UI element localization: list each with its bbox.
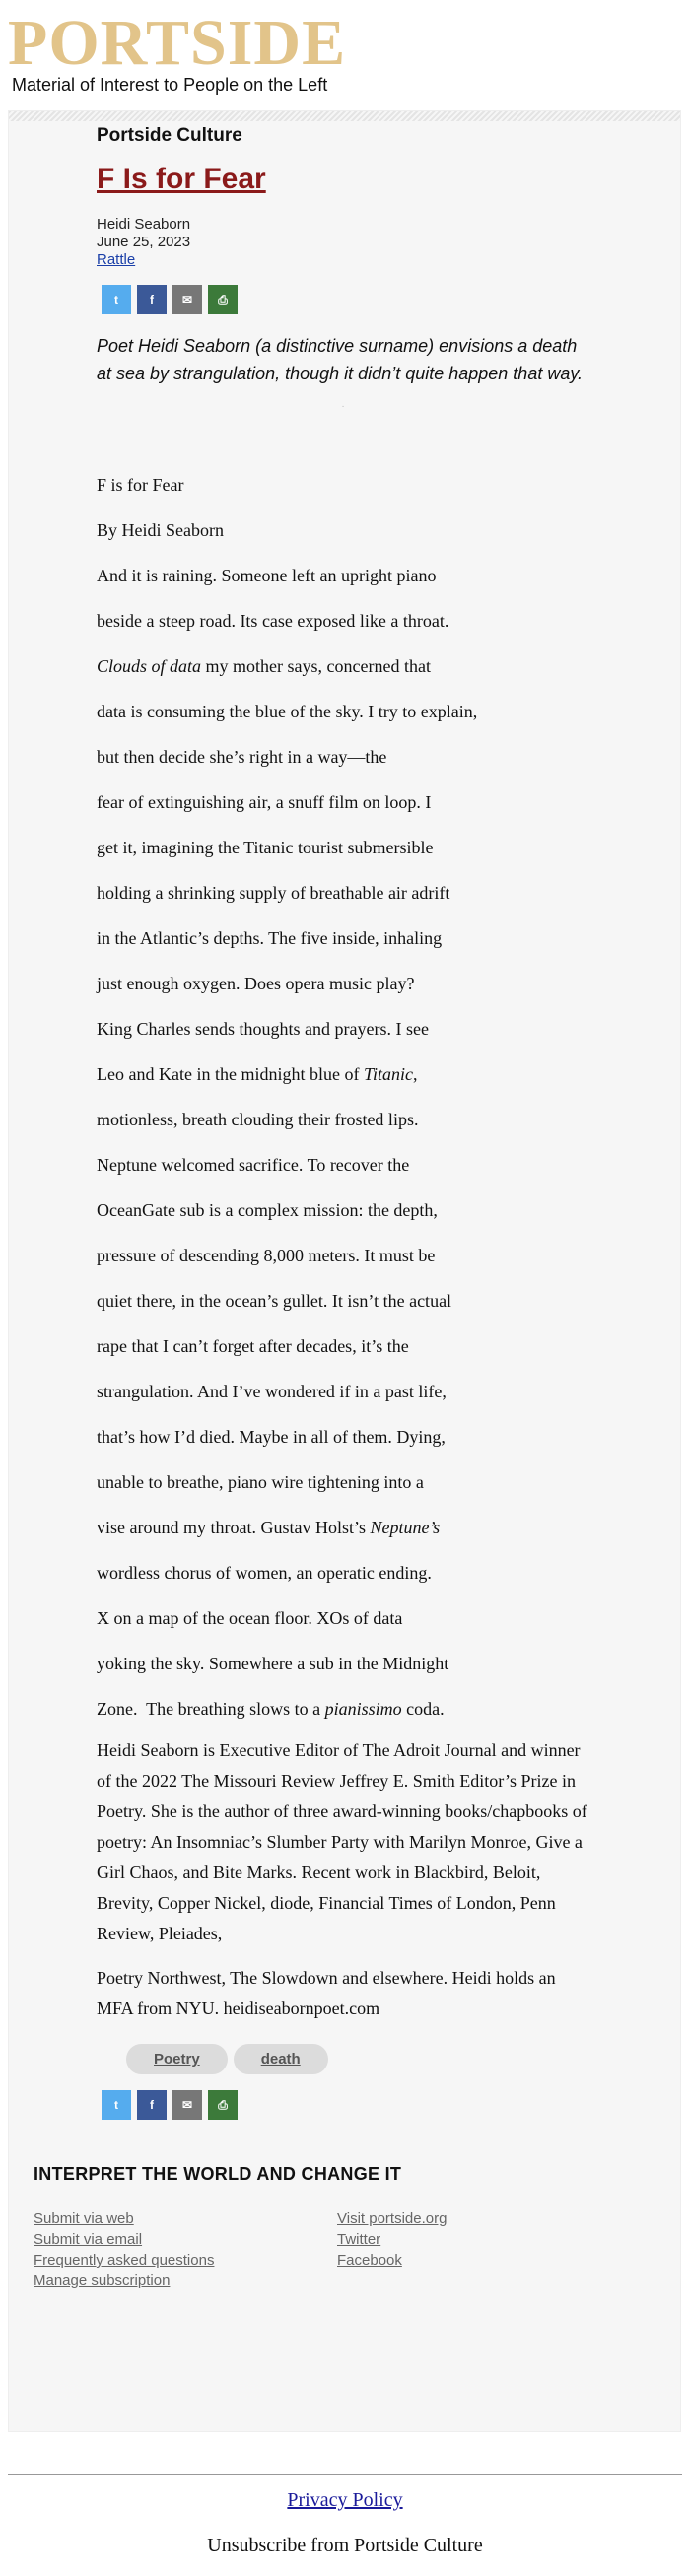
poem-line-text: Neptune welcomed sacrifice. To recover the <box>97 1155 410 1175</box>
poem-line-text: Leo and Kate in the midnight blue of <box>97 1064 364 1084</box>
poem-line-text: in the Atlantic’s depths. The five inside, inhaling <box>97 928 443 948</box>
poem-line-text: X on a map of the ocean floor. XOs of data <box>97 1608 403 1628</box>
footer-links-section <box>34 2163 645 2291</box>
article-dek: Poet Heidi Seaborn (a distinctive surname) envisions a death at sea by strangulation, though it didn’t quite happen that way. <box>97 336 584 383</box>
card-top-stripe <box>9 111 680 121</box>
poem-line-italic: Clouds of data <box>97 656 202 676</box>
poem-line-text: fear of extinguishing air, a snuff film on loop. I <box>97 792 432 812</box>
print-icon: ⎙ <box>218 292 228 306</box>
print-button[interactable] <box>208 285 238 314</box>
poem-line-text: motionless, breath clouding their frosted lips. <box>97 1110 419 1129</box>
poem-line <box>97 553 589 598</box>
masthead <box>8 7 678 95</box>
email-share-button[interactable] <box>172 2090 202 2120</box>
author-name: Heidi Seaborn <box>97 216 191 233</box>
poem-line <box>97 1051 589 1097</box>
separator-dot: · <box>341 401 345 412</box>
article-card <box>8 110 681 2432</box>
twitter-share-button[interactable] <box>102 2090 131 2120</box>
privacy-policy-link[interactable]: Privacy Policy <box>287 2489 403 2511</box>
poem-line-italic: Titanic <box>363 1064 413 1084</box>
poem-line-text: my mother says, concerned that <box>201 656 431 676</box>
email-icon: ✉ <box>181 2098 193 2112</box>
facebook-link[interactable]: Facebook <box>337 2252 402 2269</box>
tag-poetry[interactable]: Poetry <box>126 2044 228 2074</box>
poem-line <box>97 734 589 780</box>
tag-list <box>126 2044 589 2074</box>
section-name: Portside Culture <box>97 125 242 146</box>
poem-line-text: get it, imagining the Titanic tourist submersible <box>97 838 434 857</box>
poem-line-text: And it is raining. Someone left an upright piano <box>97 566 437 585</box>
footer-col-left <box>34 2208 337 2291</box>
tag-death[interactable]: death <box>234 2044 328 2074</box>
poem-line-text: beside a steep road. Its case exposed like a throat. <box>97 611 449 631</box>
facebook-share-button[interactable] <box>137 285 167 314</box>
poem-line-text: coda. <box>401 1699 445 1719</box>
article-content <box>97 125 589 2120</box>
poem-line-text: OceanGate sub is a complex mission: the depth, <box>97 1200 438 1220</box>
poem-line <box>97 1459 589 1505</box>
poem-line <box>97 1142 589 1187</box>
poem-line <box>97 1505 589 1550</box>
poem-line <box>97 689 589 734</box>
submit-via-email-link[interactable]: Submit via email <box>34 2231 143 2248</box>
poem-line <box>97 825 589 870</box>
footer-divider <box>8 2474 682 2475</box>
poem-line-text: Zone. The breathing slows to a <box>97 1699 325 1719</box>
article-title[interactable]: F Is for Fear <box>97 163 266 195</box>
poem-line-text: that’s how I’d died. Maybe in all of them. Dying, <box>97 1427 446 1447</box>
poem-line <box>97 1097 589 1142</box>
poem-line-italic: pianissimo <box>324 1699 402 1719</box>
poem-line <box>97 1595 589 1641</box>
twitter-icon: t <box>114 293 118 306</box>
author-bio-paragraph-2: Poetry Northwest, The Slowdown and elsewhere. Heidi holds an MFA from NYU. heidiseabornpoet.com <box>97 1968 556 2018</box>
poem-line <box>97 1278 589 1323</box>
submit-via-web-link[interactable]: Submit via web <box>34 2210 134 2227</box>
email-icon: ✉ <box>181 293 193 306</box>
print-button[interactable] <box>208 2090 238 2120</box>
poem-line-text: vise around my throat. Gustav Holst’s <box>97 1518 371 1537</box>
footer-col-right <box>337 2208 641 2291</box>
poem-line-italic: Neptune’s <box>370 1518 441 1537</box>
poem-line-text: rape that I can’t forget after decades, it’s the <box>97 1336 409 1356</box>
byline <box>97 216 589 269</box>
share-buttons-bottom <box>102 2090 589 2120</box>
poem-title: F is for Fear <box>97 475 184 495</box>
privacy-policy <box>0 2489 690 2512</box>
footer-links <box>34 2208 645 2291</box>
poem-line-text: quiet there, in the ocean’s gullet. It isn’t the actual <box>97 1291 452 1311</box>
poem-line <box>97 1686 589 1731</box>
poem-line-text: strangulation. And I’ve wondered if in a past life, <box>97 1382 447 1401</box>
source-link[interactable]: Rattle <box>97 251 136 268</box>
twitter-share-button[interactable] <box>102 285 131 314</box>
poem-line <box>97 644 589 689</box>
poem-line-text: unable to breathe, piano wire tightening into a <box>97 1472 424 1492</box>
twitter-link[interactable]: Twitter <box>337 2231 381 2248</box>
email-share-button[interactable] <box>172 285 202 314</box>
poem-line-text: wordless chorus of women, an operatic ending. <box>97 1563 432 1583</box>
poem-line-text: but then decide she’s right in a way—the <box>97 747 387 767</box>
facebook-share-button[interactable] <box>137 2090 167 2120</box>
poem-line <box>97 1187 589 1233</box>
poem-line <box>97 1233 589 1278</box>
poem-line-text: , <box>412 1064 418 1084</box>
poem-line-text: just enough oxygen. Does opera music play? <box>97 974 415 993</box>
footer-title: INTERPRET THE WORLD AND CHANGE IT <box>34 2164 402 2184</box>
tagline: Material of Interest to People on the Left <box>12 75 328 95</box>
poem-lines <box>97 553 589 1731</box>
poem-line <box>97 1369 589 1414</box>
poem-line <box>97 870 589 915</box>
poem-line-text: holding a shrinking supply of breathable air adrift <box>97 883 450 903</box>
poem-line <box>97 961 589 1006</box>
print-icon: ⎙ <box>218 2097 228 2112</box>
visit-portside-link[interactable]: Visit portside.org <box>337 2210 448 2227</box>
share-buttons-top <box>102 285 589 314</box>
manage-subscription-link[interactable]: Manage subscription <box>34 2272 171 2289</box>
poem-line <box>97 1550 589 1595</box>
publish-date: June 25, 2023 <box>97 234 191 250</box>
poem-line <box>97 1006 589 1051</box>
facebook-icon: f <box>150 2098 154 2112</box>
portside-logo[interactable]: PORTSIDE <box>8 7 347 79</box>
poem-body <box>97 462 589 1731</box>
faq-link[interactable]: Frequently asked questions <box>34 2252 215 2269</box>
poem-line-text: yoking the sky. Somewhere a sub in the Midnight <box>97 1654 449 1673</box>
author-bio <box>97 1735 589 2024</box>
poem-line <box>97 598 589 644</box>
poem-line <box>97 915 589 961</box>
twitter-icon: t <box>114 2098 118 2112</box>
poem-line-text: King Charles sends thoughts and prayers. I see <box>97 1019 429 1039</box>
poem-line-text: data is consuming the blue of the sky. I try to explain, <box>97 702 478 721</box>
author-bio-paragraph-1: Heidi Seaborn is Executive Editor of The Adroit Journal and winner of the 2022 The Missouri Review Jeffrey E. Smith Editor’s Prize in Poetry. She is the author of three award-winning books/chapbooks of poetry: An Insomniac’s Slumber Party with Marilyn Monroe, Give a Girl Chaos, and Bite Marks. Recent work in Blackbird, Beloit, Brevity, Copper Nickel, diode, Financial Times of London, Penn Review, Pleiades, <box>97 1740 587 1943</box>
poem-line <box>97 1641 589 1686</box>
poem-line <box>97 1323 589 1369</box>
facebook-icon: f <box>150 293 154 306</box>
poem-line <box>97 780 589 825</box>
poem-line-text: pressure of descending 8,000 meters. It must be <box>97 1246 436 1265</box>
unsubscribe-text[interactable]: Unsubscribe from Portside Culture <box>207 2535 483 2556</box>
poem-byline: By Heidi Seaborn <box>97 520 224 540</box>
poem-line <box>97 1414 589 1459</box>
